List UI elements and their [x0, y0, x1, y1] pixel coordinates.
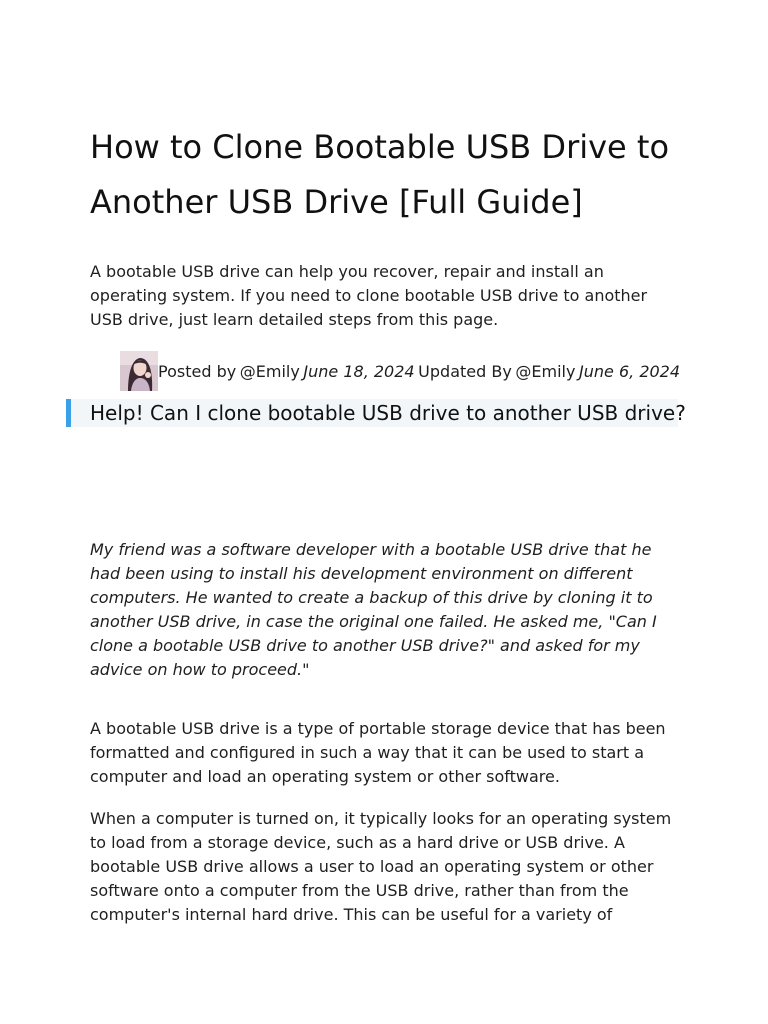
page-title: How to Clone Bootable USB Drive to Another USB Drive [Full Guide] — [90, 128, 670, 221]
quote-block: My friend was a software developer with a bootable USB drive that he had been using to install his development environment on different computers. He wanted to create a backup of this drive by cloning it to another USB drive, in case the original one failed. He asked me, "Can I clone a bootable USB drive to another USB drive?" and asked for my advice on how to proceed." — [90, 540, 657, 679]
posted-by-label: Posted by — [158, 361, 237, 381]
author-avatar[interactable] — [120, 351, 158, 391]
body-paragraph: When a computer is turned on, it typically looks for an operating system to load from a storage device, such as a hard drive or USB drive. A bootable USB drive allows a user to load an operating system or other software onto a computer from the USB drive, rather than from the computer's internal hard drive. This can be useful for a variety of — [90, 809, 672, 924]
section-heading: Help! Can I clone bootable USB drive to another USB drive? — [66, 399, 678, 427]
article-header — [90, 120, 680, 392]
article-body — [90, 717, 675, 945]
updated-by-label: Updated By — [418, 361, 512, 381]
updated-date: June 6, 2024 — [579, 361, 681, 381]
updated-author-link[interactable]: @Emily — [515, 361, 576, 381]
byline — [120, 350, 680, 392]
body-paragraph: A bootable USB drive is a type of portable storage device that has been formatted and configured in such a way that it can be used to start a computer and load an operating system or other software. — [90, 719, 666, 786]
author-link[interactable]: @Emily — [239, 361, 300, 381]
article-summary: A bootable USB drive can help you recover, repair and install an operating system. If you need to clone bootable USB drive to another USB drive, just learn detailed steps from this page. — [90, 262, 648, 329]
posted-date: June 18, 2024 — [303, 361, 415, 381]
